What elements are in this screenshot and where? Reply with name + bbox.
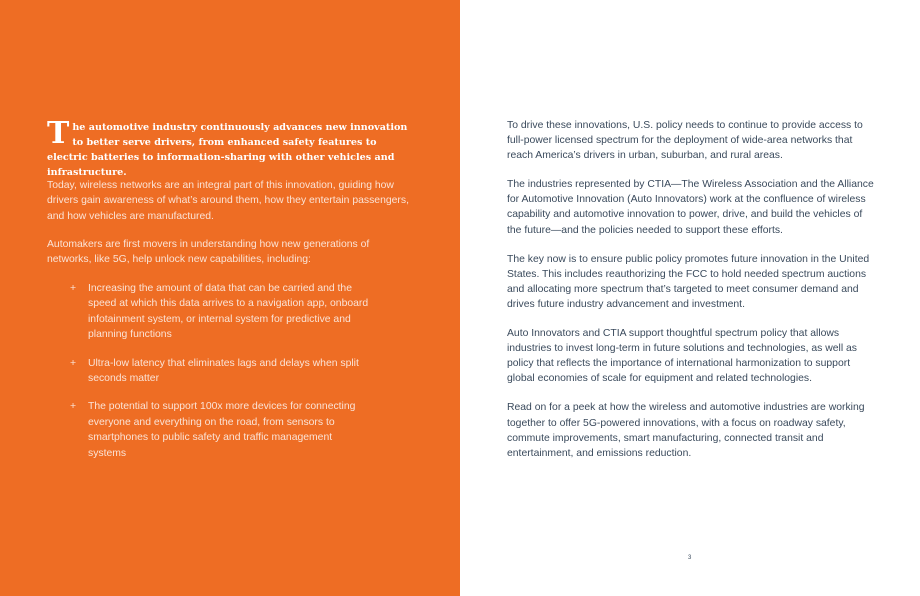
list-item-text: Ultra-low latency that eliminates lags and delays when split seconds matter — [88, 357, 359, 385]
right-paragraph: The industries represented by CTIA—The Wireless Association and the Alliance for Automotive Innovation (Auto Innovators) work at the confluence of wireless capability and automotive innovation to power, drive, and build the vehicles of the future—and the policies needed to support these efforts. — [507, 179, 874, 236]
list-item — [70, 356, 370, 387]
right-paragraph: Auto Innovators and CTIA support thoughtful spectrum policy that allows industries to invest long-term in future solutions and technologies, as well as policy that reflects the importance of international harmonization to support global economies of scale for equipment and related technologies. — [507, 328, 858, 385]
right-paragraph: The key now is to ensure public policy promotes future innovation in the United States. This includes reauthorizing the FCC to hold needed spectrum auctions and allocating more spectrum that’s targeted to meet consumer demand and drives future industry advancement and investment. — [507, 253, 870, 310]
plus-bullet-icon: + — [70, 357, 77, 369]
intro-paragraph — [47, 116, 417, 180]
list-item-text: Increasing the amount of data that can be carried and the speed at which this data arrives to a navigation app, onboard infotainment system, or internal system for predictive and planning functions — [88, 283, 369, 341]
left-paragraph: Automakers are first movers in understanding how new generations of networks, like 5G, help unlock new capabilities, including: — [47, 239, 370, 266]
page-number: 3 — [688, 555, 692, 561]
drop-cap: T — [47, 116, 70, 151]
list-item — [70, 399, 370, 461]
left-paragraph: Today, wireless networks are an integral part of this innovation, guiding how drivers gain awareness of what’s around them, how they entertain passengers, and how vehicles are manufactured. — [47, 180, 409, 222]
right-paragraph: To drive these innovations, U.S. policy needs to continue to provide access to full-power licensed spectrum for the deployment of wide-area networks that reach America’s drivers in urban, suburban, and rural areas. — [507, 120, 863, 162]
intro-text: he automotive industry continuously advances new innovation to better serve drivers, from enhanced safety features to electric batteries to information-sharing with other vehicles and infrastructure. — [47, 122, 408, 178]
plus-bullet-icon: + — [70, 283, 77, 294]
plus-bullet-icon: + — [70, 401, 77, 413]
capabilities-list — [70, 281, 370, 474]
right-paragraph: Read on for a peek at how the wireless and automotive industries are working together to offer 5G-powered innovations, with a focus on roadway safety, commute improvements, smart manufacturing, connected transit and entertainment, and emissions reduction. — [507, 402, 865, 459]
list-item — [70, 281, 370, 343]
list-item-text: The potential to support 100x more devices for connecting everyone and everything on the road, from sensors to smartphones to public safety and traffic management systems — [88, 401, 356, 459]
right-column — [507, 118, 875, 475]
